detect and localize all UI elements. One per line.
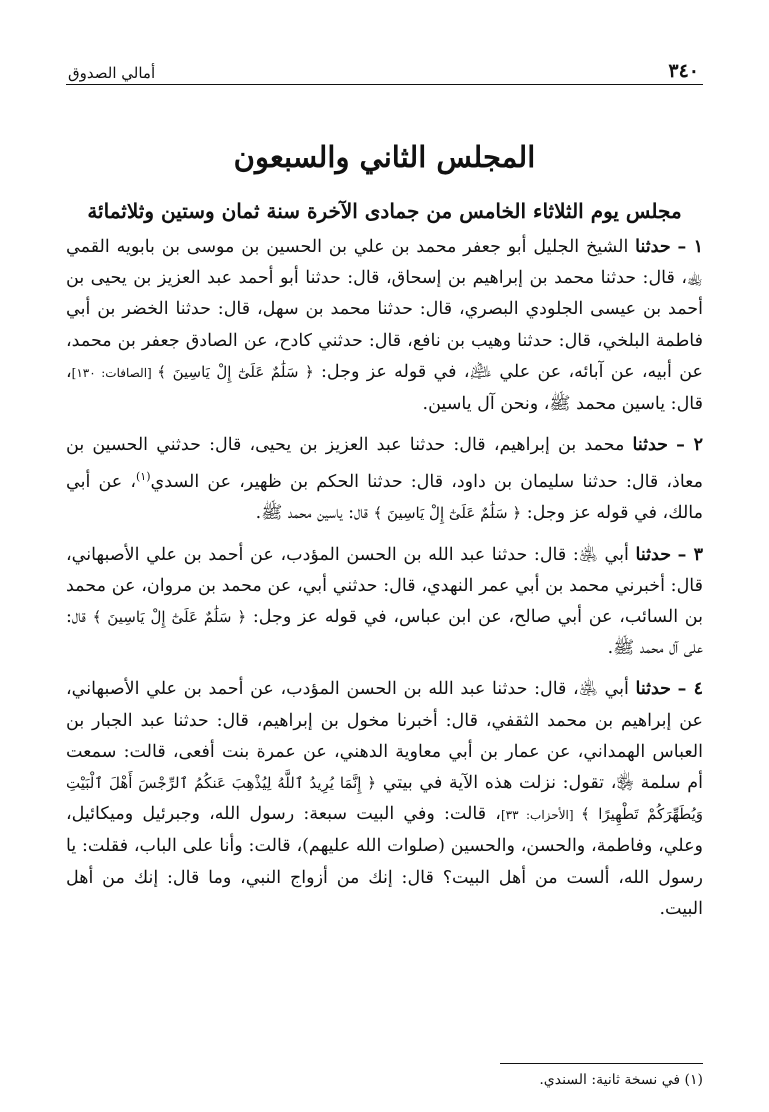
- page-number: ٣٤٠: [668, 60, 699, 82]
- hadith-paragraph-3: [66, 540, 703, 665]
- hadith-lead-word: حدثنا: [635, 237, 671, 257]
- quran-quote: ﴿ سَلَٰمٌ عَلَىٰٓ إِلْ يَاسِينَ ﴾: [157, 362, 314, 381]
- hadith-text: ، قال: ياسين محمد ﷺ، ونحن آل ياسين.: [66, 361, 703, 415]
- hadith-lead-word: حدثنا: [635, 544, 672, 565]
- hadith-text: أبي ﵁، قال: حدثنا عبد الله بن الحسن المؤدب، عن أحمد بن علي الأصبهاني، عن إبراهيم بن محمد الثقفي، قال: أخبرنا مخول بن إبراهيم، قال: حدثنا عبد الجبار بن العباس الهمداني، عن عمار بن أبي معاوية الدهني، عن عمرة بنت أفعى، قالت: سمعت أم سلمة ﵂، تقول: نزلت هذه الآية في بيتي: [66, 679, 703, 794]
- hadith-text: قال: على آل محمد ﷺ.: [66, 607, 703, 659]
- quran-reference: [الصافات: ١٣٠]: [71, 365, 158, 380]
- hadith-lead-word: حدثنا: [632, 435, 668, 456]
- hadith-paragraph-1: [66, 232, 703, 420]
- header-rule: [66, 84, 703, 85]
- hadith-paragraph-4: [66, 674, 703, 925]
- hadith-text: ، عن أبي مالك، في قوله عز وجل:: [66, 472, 703, 524]
- text-body: [66, 232, 703, 935]
- hadith-number: ١ –: [677, 237, 703, 257]
- hadith-text: الشيخ الجليل أبو جعفر محمد بن علي بن الحسين بن موسى بن بابويه القمي ﵀، قال: حدثنا محمد بن إبراهيم بن إسحاق، قال: حدثنا أبو أحمد عبد العزيز بن يحيى بن أحمد بن عيسى الجلودي البصري، قال: حدثنا محمد بن سهل، قال: حدثنا الخضر بن أبي فاطمة البلخي، قال: حدثنا وهيب بن نافع، قال: حدثني كادح، عن الصادق جعفر بن محمد، عن أبيه، عن آبائه، عن علي ﵇، في قوله عز وجل:: [66, 237, 703, 382]
- footnote: (١) في نسخة ثانية: السندي.: [539, 1072, 703, 1088]
- hadith-number: ٤ –: [677, 679, 703, 700]
- hadith-lead-word: حدثنا: [635, 679, 671, 700]
- hadith-number: ٣ –: [677, 544, 703, 565]
- quran-quote: ﴿ سَلَٰمٌ عَلَىٰٓ إِلْ يَاسِينَ ﴾: [92, 608, 247, 627]
- hadith-number: ٢ –: [676, 435, 703, 456]
- running-title: أمالي الصدوق: [68, 64, 156, 82]
- chapter-title: المجلس الثاني والسبعون: [233, 140, 536, 174]
- session-title: مجلس يوم الثلاثاء الخامس من جمادى الآخرة سنة ثمان وستين وثلاثمائة: [87, 199, 682, 223]
- quran-quote: ﴿ إِنَّمَا يُرِيدُ ٱللَّهُ لِيُذْهِبَ عَنكُمُ ٱلرِّجْسَ أَهْلَ ٱلْبَيْتِ وَيُطَهِّرَكُمْ تَطْهِيرًا ﴾: [66, 774, 704, 824]
- quran-reference: [الأحزاب: ٣٣]: [500, 808, 582, 823]
- page-header: [68, 56, 699, 82]
- hadith-text: قال: ياسين محمد ﷺ.: [255, 503, 374, 524]
- footnote-marker: (١): [135, 470, 151, 484]
- hadith-text: أبي ﵁: قال: حدثنا عبد الله بن الحسن المؤدب، عن أحمد بن علي الأصبهاني، قال: أخبرني محمد بن أبي عمر النهدي، قال: حدثني أبي، عن محمد بن مروان، عن محمد بن السائب، عن أبي صالح، عن ابن عباس، في قوله عز وجل:: [66, 544, 703, 628]
- quran-quote: ﴿ سَلَٰمٌ عَلَىٰٓ إِلْ يَاسِينَ ﴾: [373, 504, 522, 523]
- hadith-text: محمد بن إبراهيم، قال: حدثنا عبد العزيز بن يحيى، قال: حدثني الحسين بن معاذ، قال: حدثنا سليمان بن داود، قال: حدثنا الحكم بن ظهير، عن السدي: [66, 435, 703, 493]
- hadith-text: ، قالت: وفي البيت سبعة: رسول الله، وجبرئيل وميكائيل، وعلي، وفاطمة، والحسن، والحسين (صلوات الله عليهم)، قالت: وأنا على الباب، فقلت: يا رسول الله، ألست من أهل البيت؟ قال: إنك من أزواج النبي، وما قال: إنك من أهل البيت.: [66, 804, 703, 919]
- hadith-paragraph-2: [66, 430, 703, 529]
- footnote-rule: [500, 1063, 703, 1064]
